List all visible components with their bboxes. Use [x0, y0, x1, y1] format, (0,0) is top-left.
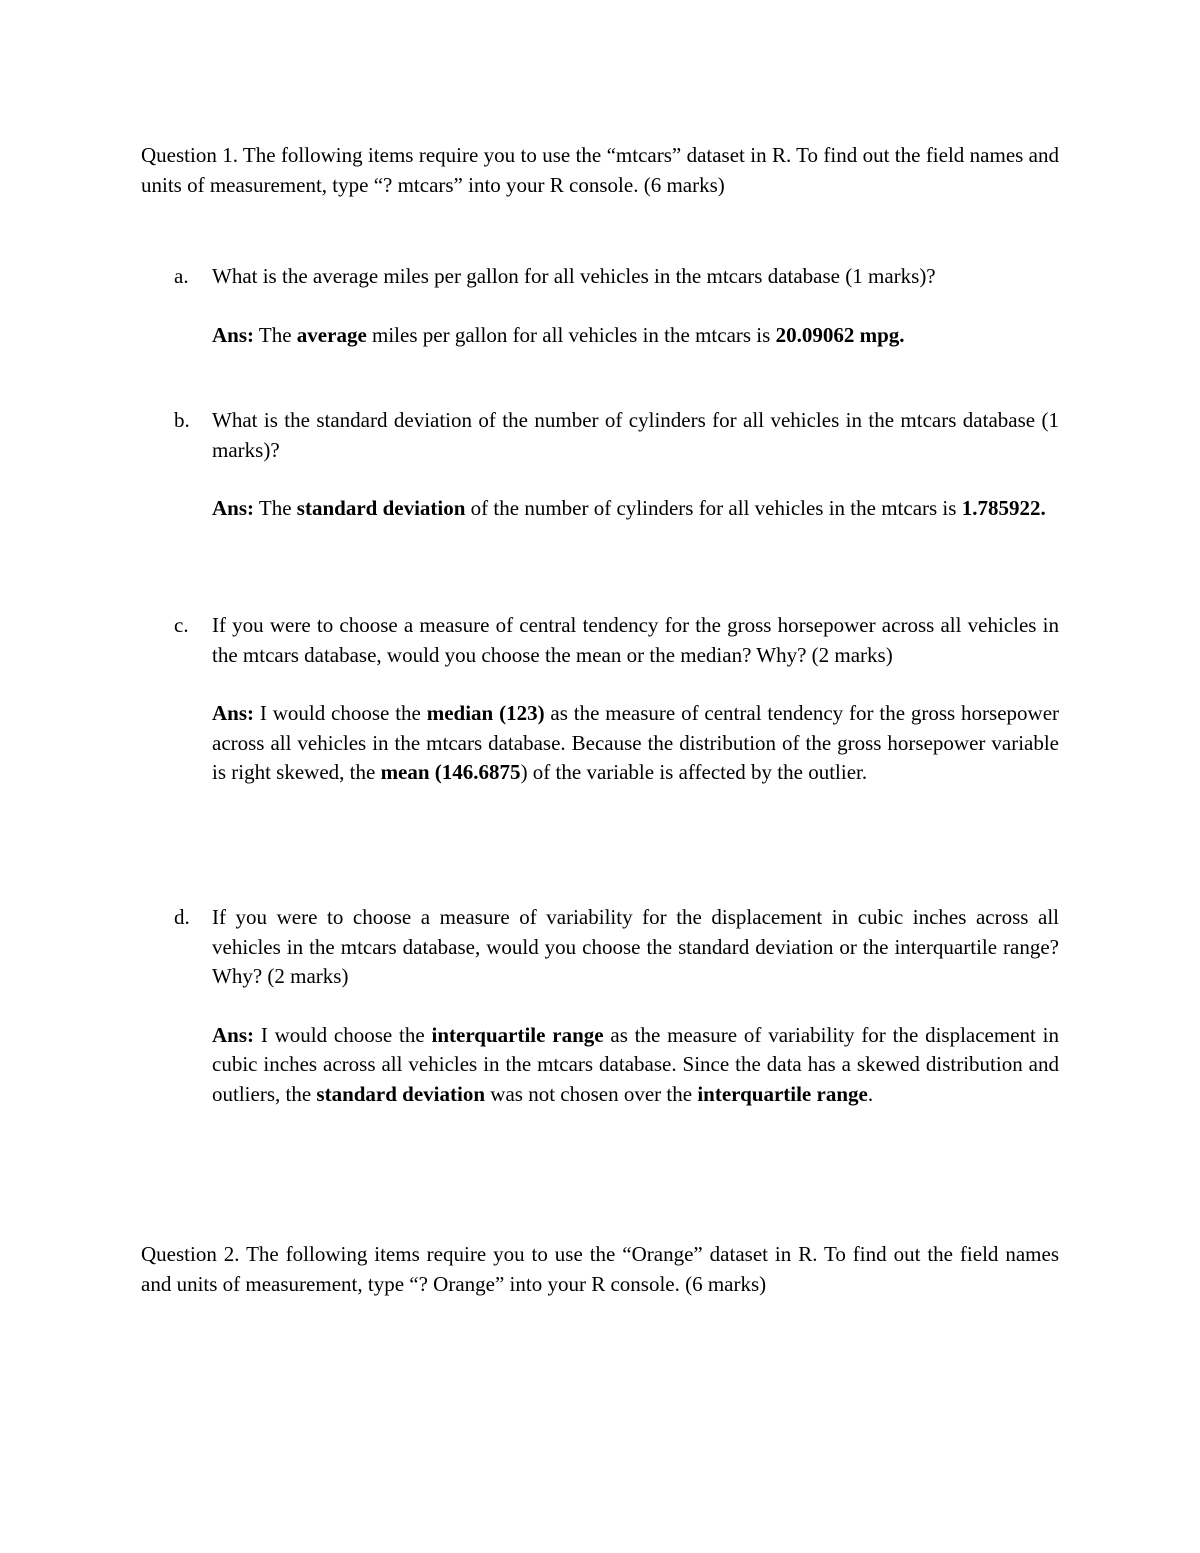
- item-marker: a.: [174, 264, 189, 288]
- item-answer: [212, 321, 1059, 351]
- answer-text: was not chosen over the: [485, 1081, 698, 1106]
- item-marker: c.: [174, 613, 189, 637]
- list-item-b: [141, 406, 1059, 524]
- answer-text: I would choose the: [260, 1022, 432, 1047]
- answer-text: The: [258, 496, 297, 520]
- item-question: What is the average miles per gallon for all vehicles in the mtcars database (1 marks)?: [212, 264, 936, 288]
- question-1-text: Question 1. The following items require you to use the “mtcars” dataset in R. To find out the field names and units of measurement, type “? mtcars” into your R console. (6 marks): [141, 143, 1059, 197]
- answer-text: of the number of cylinders for all vehicles in the mtcars is: [465, 496, 962, 520]
- answer-emphasis: median (123): [426, 701, 545, 725]
- answer-text: as the measure of variability for the displacement in cubic inches across all vehicles in the mtcars database. Since the data has a skewed distribution and outliers, the: [212, 1022, 1059, 1106]
- answer-label: Ans:: [212, 701, 255, 725]
- list-item-c: [141, 611, 1059, 788]
- item-marker: b.: [174, 408, 190, 432]
- answer-label: Ans:: [212, 1022, 255, 1047]
- answer-value: 20.09062 mpg.: [775, 322, 905, 347]
- answer-emphasis: standard deviation: [296, 496, 466, 520]
- item-answer: [212, 494, 1059, 524]
- item-marker: d.: [174, 905, 190, 929]
- answer-text: I would choose the: [259, 701, 427, 725]
- item-answer: [212, 699, 1059, 788]
- list-item-a: [141, 262, 1059, 350]
- answer-emphasis: standard deviation: [316, 1081, 486, 1106]
- answer-text: The: [258, 322, 297, 347]
- answer-text: ) of the variable is affected by the outlier.: [520, 760, 868, 784]
- item-question: What is the standard deviation of the number of cylinders for all vehicles in the mtcars database (1 marks)?: [212, 408, 1059, 462]
- answer-label: Ans:: [212, 496, 255, 520]
- answer-value: 1.785922.: [961, 496, 1046, 520]
- answer-emphasis: interquartile range: [431, 1022, 604, 1047]
- answer-emphasis: mean (146.6875: [380, 760, 521, 784]
- answer-emphasis: interquartile range: [697, 1081, 868, 1106]
- list-item-d: [141, 903, 1059, 1109]
- answer-text: miles per gallon for all vehicles in the mtcars is: [366, 322, 776, 347]
- item-question: If you were to choose a measure of variability for the displacement in cubic inches across all vehicles in the mtcars database, would you choose the standard deviation or the interquartile range? Why? (2 marks): [212, 905, 1059, 988]
- item-question: If you were to choose a measure of central tendency for the gross horsepower across all vehicles in the mtcars database, would you choose the mean or the median? Why? (2 marks): [212, 613, 1059, 667]
- answer-text: as the measure of central tendency for the gross horsepower across all vehicles in the mtcars database. Because the distribution of the gross horsepower variable is right skewed, the: [212, 701, 1060, 784]
- answer-emphasis: average: [296, 322, 367, 347]
- answer-label: Ans:: [212, 322, 255, 347]
- item-answer: [212, 1021, 1059, 1110]
- question-2-text: Question 2. The following items require you to use the “Orange” dataset in R. To find out the field names and units of measurement, type “? Orange” into your R console. (6 marks): [141, 1242, 1059, 1296]
- answer-text: .: [867, 1081, 874, 1106]
